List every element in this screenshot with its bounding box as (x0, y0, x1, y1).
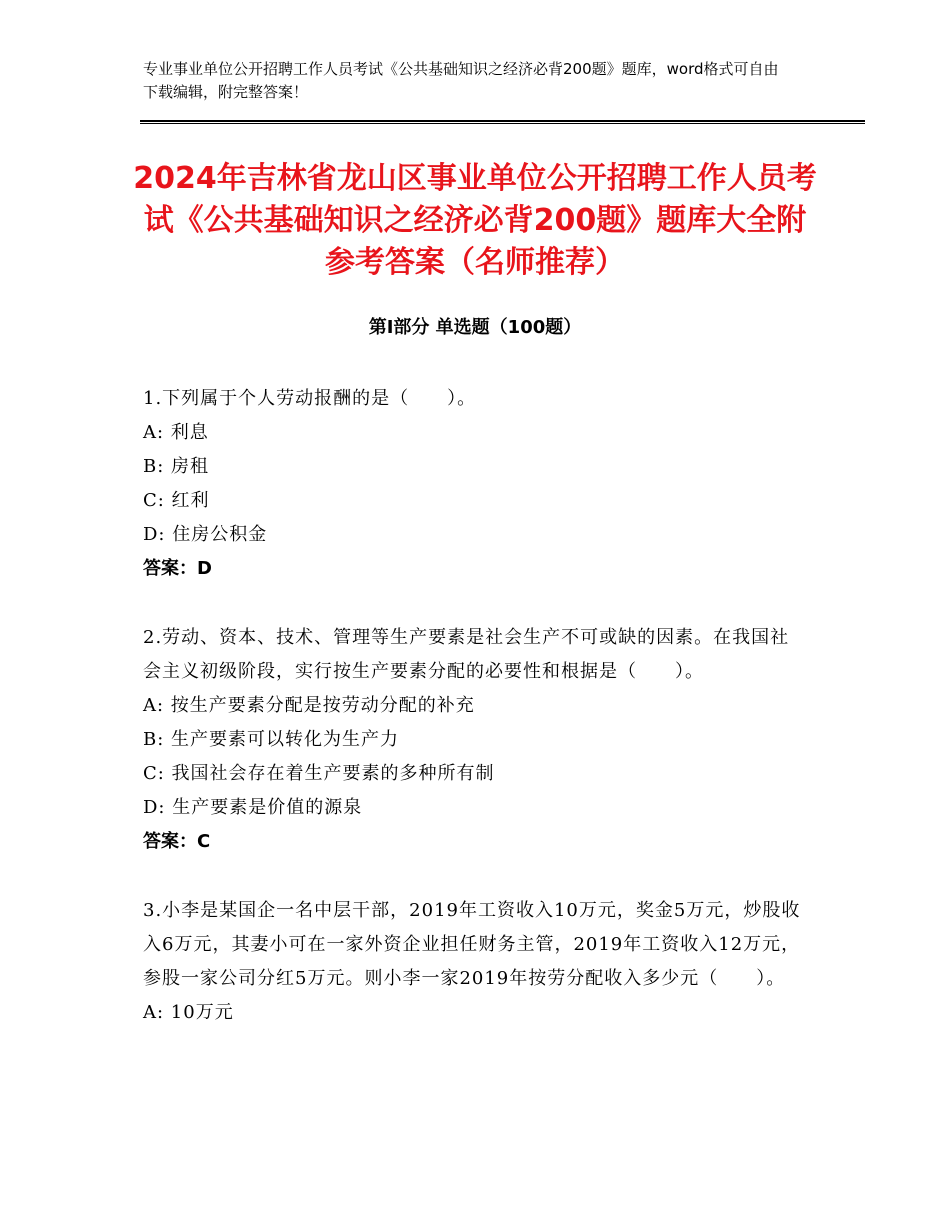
question-stem: 1.下列属于个人劳动报酬的是（ ）。 (143, 388, 477, 409)
question-1 (143, 382, 808, 586)
header-note: 专业事业单位公开招聘工作人员考试《公共基础知识之经济必背200题》题库，word格式可自由下载编辑，附完整答案！ (143, 60, 779, 101)
document-title: 2024年吉林省龙山区事业单位公开招聘工作人员考试《公共基础知识之经济必背200题》题库大全附参考答案（名师推荐） (133, 161, 817, 280)
option-c: C: 红利 (143, 490, 210, 511)
question-3 (143, 894, 808, 1030)
answer-value: D (197, 558, 212, 579)
option-d: D: 生产要素是价值的源泉 (143, 797, 363, 818)
answer-prefix: 答案： (143, 831, 197, 852)
answer-line (143, 825, 808, 859)
option-c: C: 我国社会存在着生产要素的多种所有制 (143, 763, 495, 784)
question-list (143, 382, 808, 1030)
section-title: 第Ⅰ部分 单选题（100题） (368, 317, 582, 338)
question-spacer (143, 859, 808, 894)
option-b: B: 房租 (143, 456, 210, 477)
header-divider (140, 120, 865, 124)
question-2 (143, 621, 808, 859)
answer-prefix: 答案： (143, 558, 197, 579)
option-d: D: 住房公积金 (143, 524, 268, 545)
option-a: A: 利息 (143, 422, 209, 443)
question-stem: 3.小李是某国企一名中层干部，2019年工资收入10万元，奖金5万元，炒股收入6万元，其妻小可在一家外资企业担任财务主管，2019年工资收入12万元，参股一家公司分红5万元。则小李一家2019年按劳分配收入多少元（ ）。 (143, 900, 801, 989)
option-a: A: 10万元 (143, 1002, 234, 1023)
answer-line (143, 552, 808, 586)
answer-value: C (197, 831, 211, 852)
question-stem: 2.劳动、资本、技术、管理等生产要素是社会生产不可或缺的因素。在我国社会主义初级阶段，实行按生产要素分配的必要性和根据是（ ）。 (143, 627, 790, 682)
option-b: B: 生产要素可以转化为生产力 (143, 729, 400, 750)
option-a: A: 按生产要素分配是按劳动分配的补充 (143, 695, 475, 716)
question-spacer (143, 586, 808, 621)
